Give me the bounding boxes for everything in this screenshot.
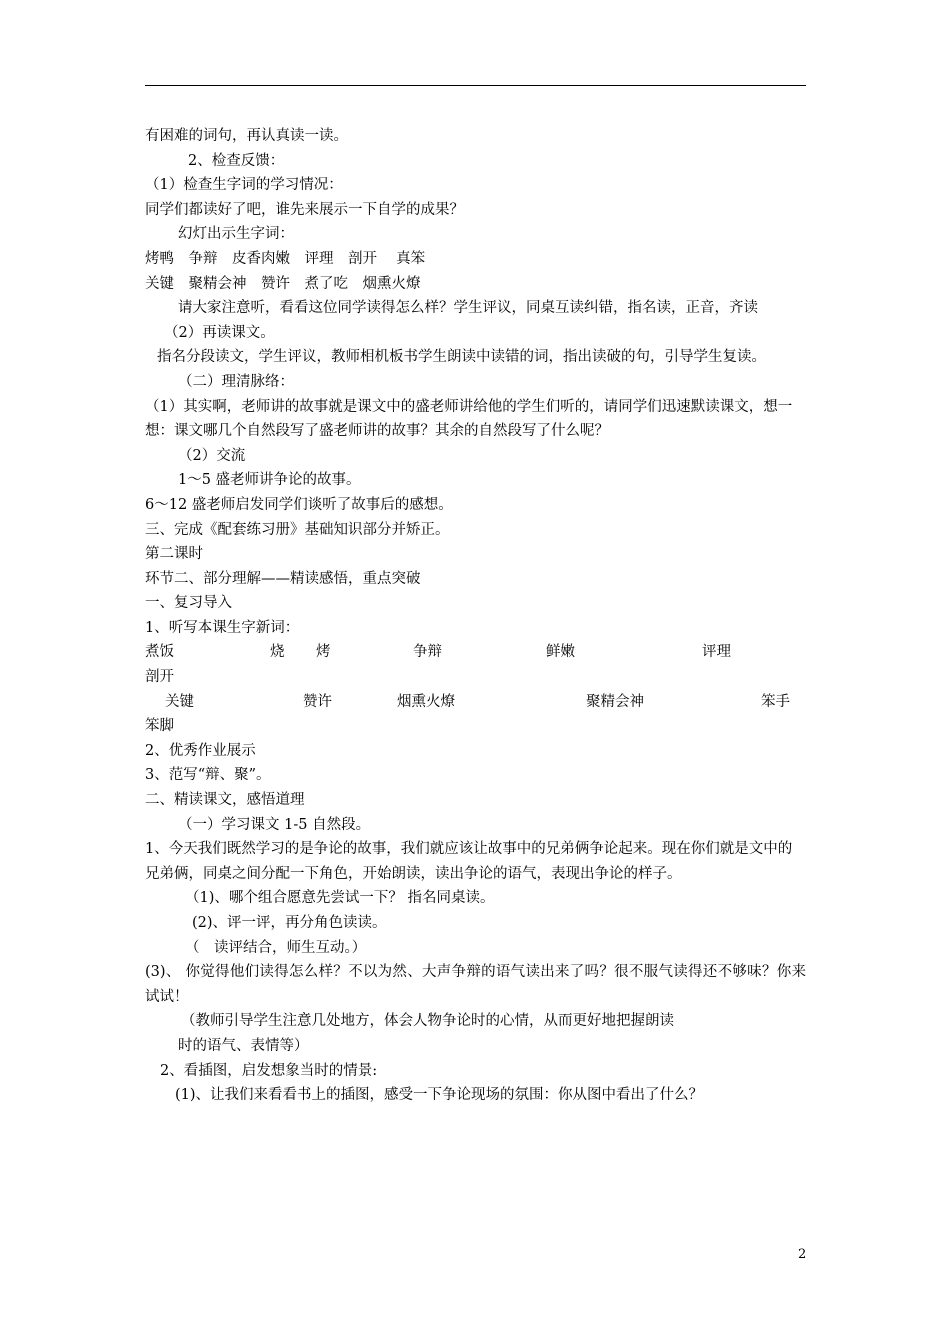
section-heading: 一、复习导入 <box>145 595 232 612</box>
text-line: 1～5 盛老师讲争论的故事。 <box>178 472 361 489</box>
text-line: 笨脚 <box>145 718 174 735</box>
section-heading: （二）理清脉络： <box>178 373 294 390</box>
dictation-word: 烟熏火燎 <box>397 693 455 710</box>
text-line: (2)、评一评，再分角色读读。 <box>192 915 387 931</box>
dictation-word: 笨手 <box>761 693 790 710</box>
dictation-word: 评理 <box>702 644 731 661</box>
text-line: 2、检查反馈： <box>188 152 285 169</box>
dictation-word: 烤 <box>316 644 331 661</box>
lesson-heading: 第二课时 <box>145 546 203 563</box>
vocab-line: 关键 聚精会神 赞许 煮了吃 烟熏火燎 <box>145 275 421 292</box>
text-paragraph: 指名分段读文，学生评议，教师相机板书学生朗读中读错的词，指出读破的句，引导学生复读。 <box>157 349 766 366</box>
page-number: 2 <box>798 1247 807 1262</box>
text-line: 剖开 <box>145 669 174 686</box>
text-line: （ 读评结合，师生互动。） <box>185 939 367 956</box>
vocab-line: 烤鸭 争辩 皮香肉嫩 评理 剖开 真笨 <box>145 250 426 267</box>
text-line: （2）再读课文。 <box>164 324 275 341</box>
dictation-word: 关键 <box>165 693 194 710</box>
text-line: （1）检查生字词的学习情况： <box>145 177 343 194</box>
text-line: 同学们都读好了吧，谁先来展示一下自学的成果？ <box>145 201 464 218</box>
dictation-word: 争辩 <box>413 644 442 661</box>
section-heading: （一）学习课文 1-5 自然段。 <box>178 816 371 833</box>
dictation-row <box>145 640 806 665</box>
text-line: （2）交流 <box>178 447 246 464</box>
section-heading: 二、精读课文，感悟道理 <box>145 792 305 809</box>
text-line: （1)、哪个组合愿意先尝试一下？ 指名同桌读。 <box>185 890 495 907</box>
text-line: 2、看插图，启发想象当时的情景: <box>160 1062 378 1079</box>
text-line: 三、完成《配套练习册》基础知识部分并矫正。 <box>145 521 450 538</box>
text-line: 时的语气、表情等） <box>178 1037 309 1054</box>
text-line: 6～12 盛老师启发同学们谈听了故事后的感想。 <box>145 496 453 513</box>
text-line: 想：课文哪几个自然段写了盛老师讲的故事？其余的自然段写了什么呢？ <box>145 423 609 440</box>
dictation-word: 赞许 <box>303 693 332 710</box>
header-rule <box>145 85 806 86</box>
dictation-word: 煮饭 <box>145 644 174 661</box>
text-line: 幻灯出示生字词： <box>178 226 294 243</box>
text-line: 3、范写“辩、聚”。 <box>145 767 271 784</box>
text-line: （教师引导学生注意几处地方，体会人物争论时的心情，从而更好地把握朗读 <box>181 1013 674 1030</box>
text-line: 1、听写本课生字新词： <box>145 619 300 636</box>
text-line: 有困难的词句，再认真读一读。 <box>145 128 348 144</box>
dictation-word: 聚精会神 <box>586 693 644 710</box>
text-line: 2、优秀作业展示 <box>145 742 256 759</box>
text-paragraph: 1、今天我们既然学习的是争论的故事，我们就应该让故事中的兄弟俩争论起来。现在你们就是文中的 <box>145 841 793 858</box>
dictation-word: 鲜嫩 <box>546 644 575 661</box>
text-line: 兄弟俩，同桌之间分配一下角色，开始朗读，读出争论的语气，表现出争论的样子。 <box>145 865 682 882</box>
dictation-row <box>145 690 806 715</box>
text-paragraph: 请大家注意听，看看这位同学读得怎么样？学生评议，同桌互读纠错，指名读，正音，齐读 <box>178 300 758 317</box>
text-paragraph: （1）其实啊，老师讲的故事就是课文中的盛老师讲给他的学生们听的，请同学们迅速默读课文，想一 <box>145 398 793 415</box>
text-paragraph: (3)、 你觉得他们读得怎么样？不以为然、大声争辩的语气读出来了吗？很不服气读得还不够味？你来试试！ <box>145 964 806 1005</box>
page-body <box>145 124 806 1108</box>
text-line: (1)、让我们来看看书上的插图，感受一下争论现场的氛围：你从图中看出了什么？ <box>175 1087 704 1104</box>
dictation-word: 烧 <box>270 644 285 661</box>
section-heading: 环节二、部分理解——精读感悟，重点突破 <box>145 570 421 587</box>
